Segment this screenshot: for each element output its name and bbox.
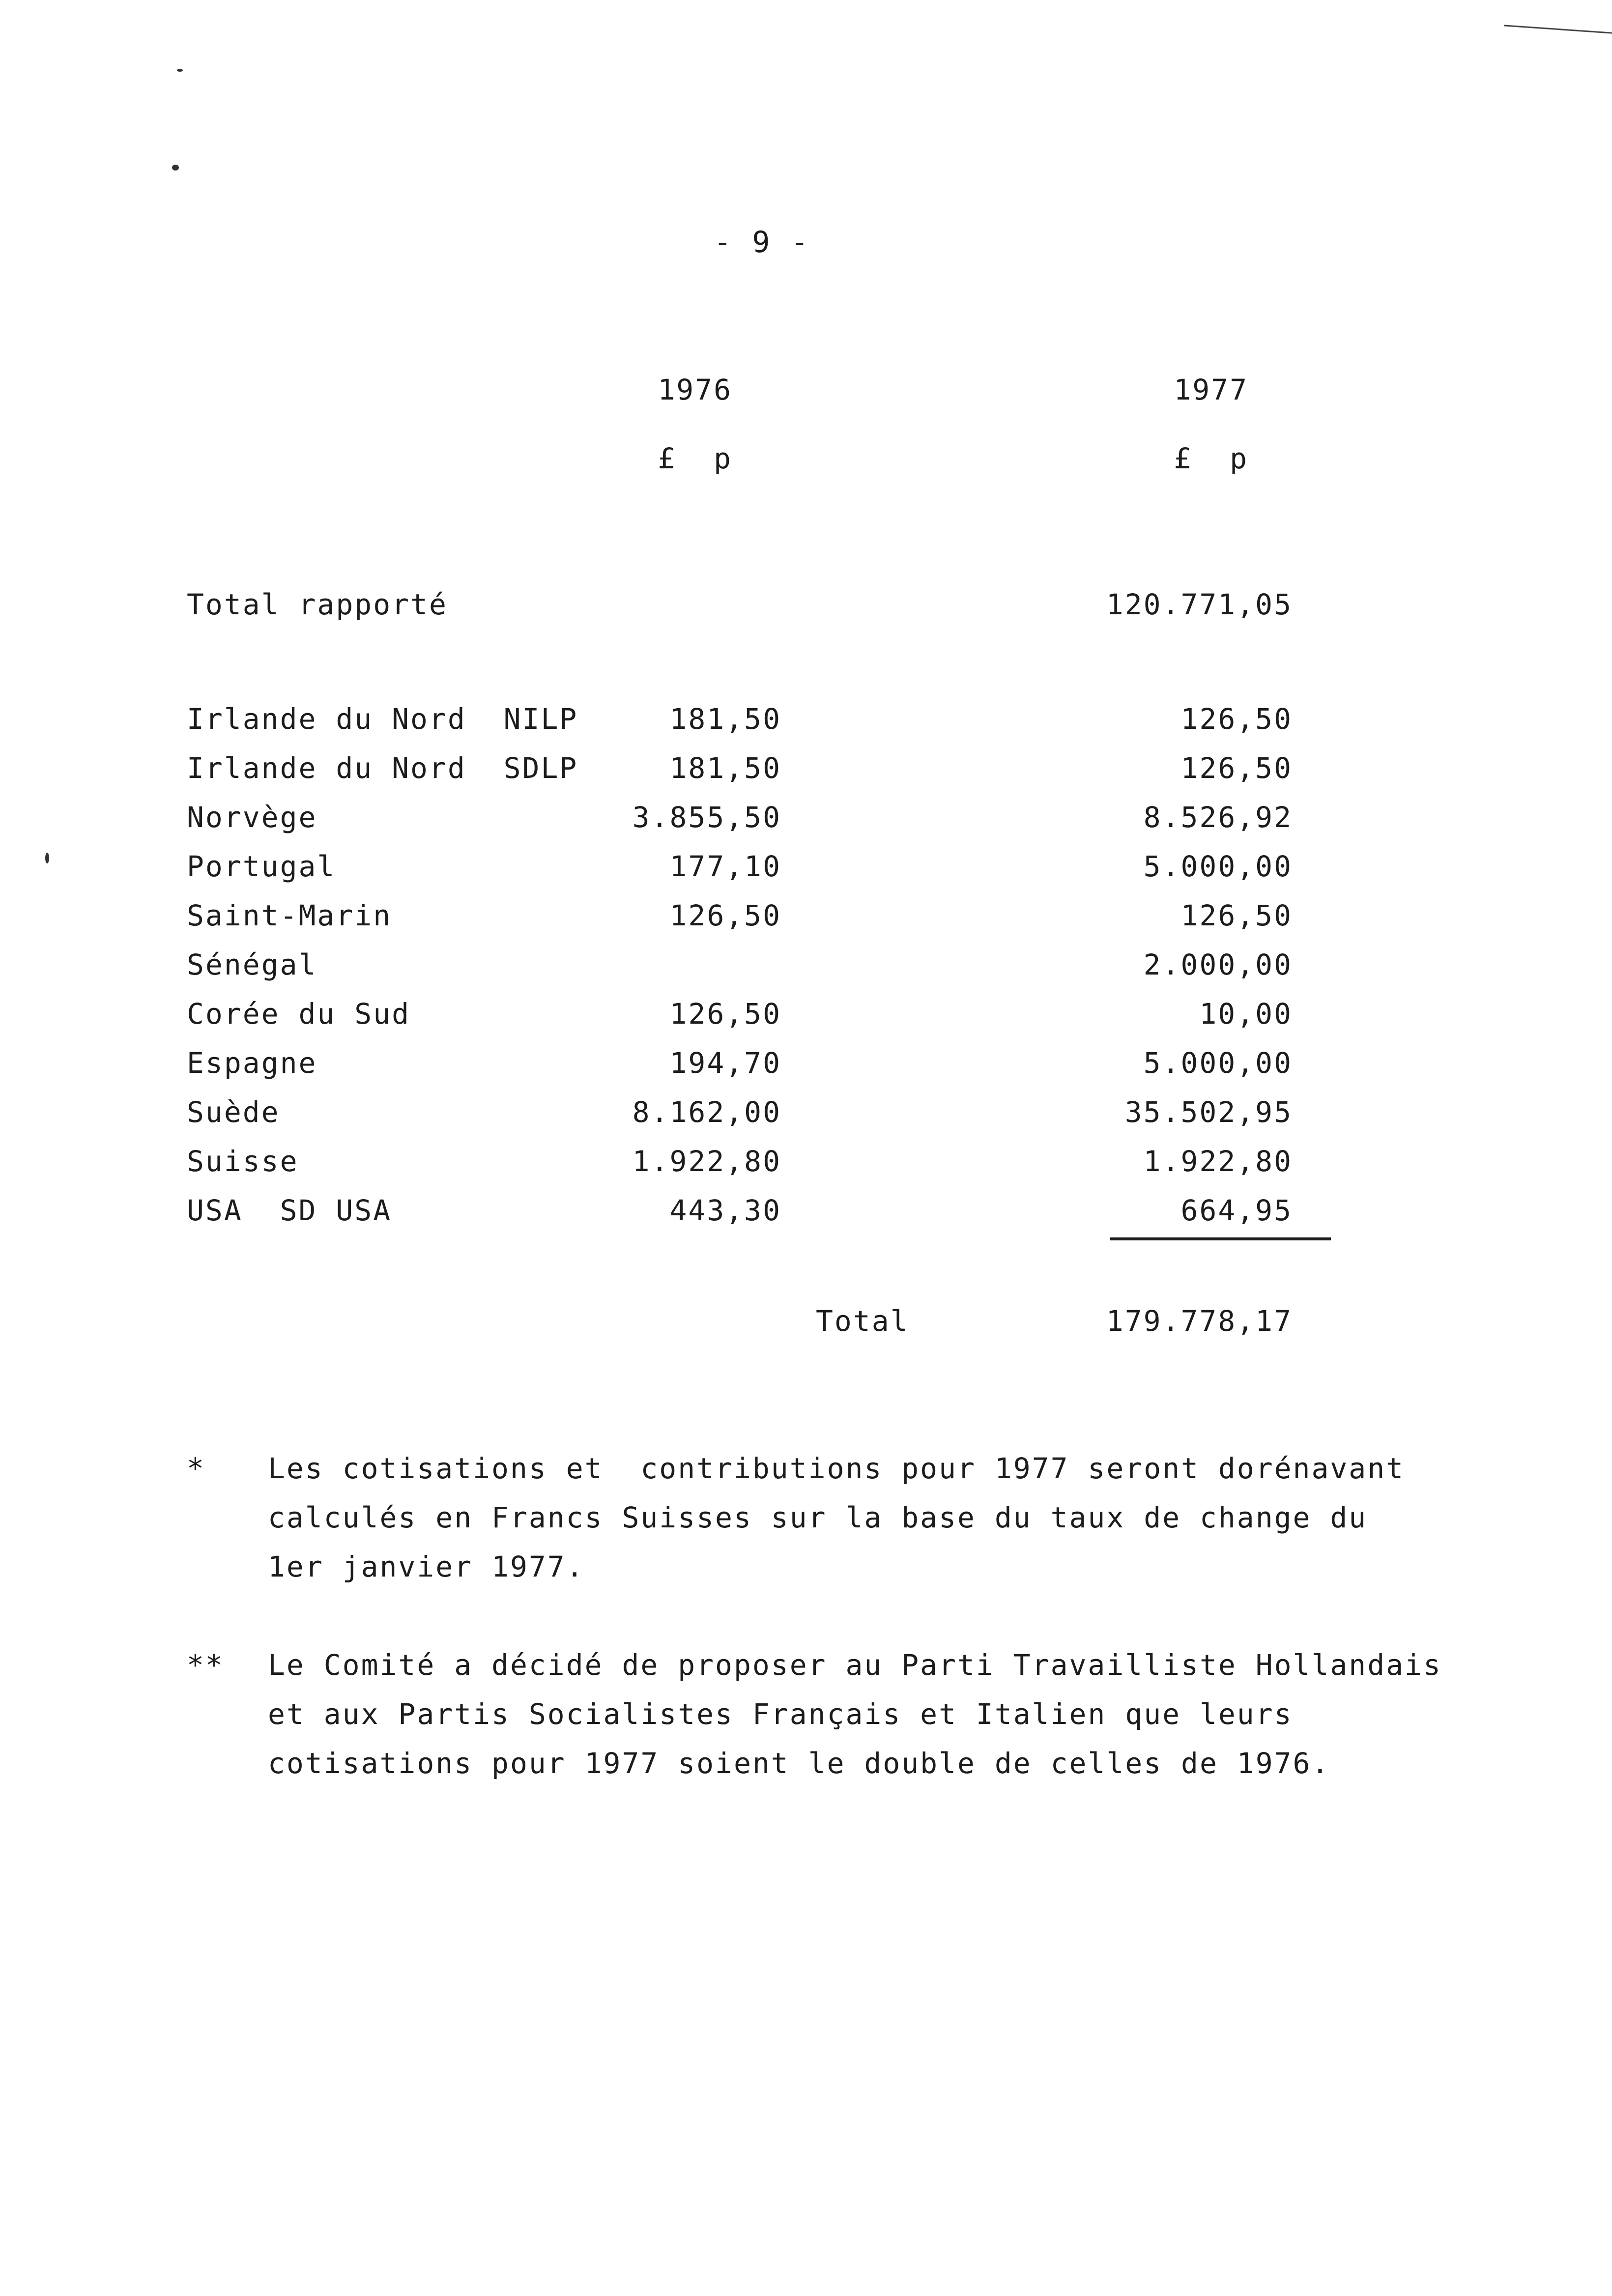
total-label: Total — [816, 1304, 909, 1338]
table-row-1977: 2.000,00 — [1143, 948, 1293, 981]
footnote-line: et aux Partis Socialistes Français et Italien que leurs — [268, 1697, 1293, 1731]
table-row-1976: 1.922,80 — [632, 1145, 781, 1178]
carried-forward-label: Total rapporté — [187, 588, 448, 621]
scan-mark — [1504, 25, 1612, 33]
table-row-1976: 177,10 — [669, 850, 781, 883]
table-row-1976: 126,50 — [669, 997, 781, 1031]
unit-1976-header: £ p — [658, 442, 732, 475]
table-row-1977: 35.502,95 — [1124, 1095, 1293, 1129]
footnote-mark: ** — [187, 1648, 224, 1682]
table-row-1976: 8.162,00 — [632, 1095, 781, 1129]
table-row-1976: 443,30 — [669, 1194, 781, 1227]
table-row-label: Norvège — [187, 801, 317, 834]
unit-1977-header: £ p — [1174, 442, 1248, 475]
page-number: - 9 - — [714, 225, 810, 259]
table-row-label: Irlande du Nord SDLP — [187, 751, 578, 785]
footnote-line: cotisations pour 1977 soient le double de celles de 1976. — [268, 1747, 1330, 1780]
footnote-mark: * — [187, 1452, 205, 1485]
table-row-1976: 3.855,50 — [632, 801, 781, 834]
table-row-1977: 126,50 — [1180, 899, 1293, 932]
table-row-1976: 126,50 — [669, 899, 781, 932]
scan-speck — [45, 853, 49, 863]
sum-rule — [1110, 1237, 1331, 1240]
table-row-label: Corée du Sud — [187, 997, 411, 1031]
table-row-label: Irlande du Nord NILP — [187, 702, 578, 736]
table-row-1976: 181,50 — [669, 702, 781, 736]
table-row-1977: 8.526,92 — [1143, 801, 1293, 834]
table-row-1977: 126,50 — [1180, 751, 1293, 785]
table-row-label: Saint-Marin — [187, 899, 392, 932]
carried-forward-value: 120.771,05 — [1106, 588, 1293, 621]
footnote-line: Les cotisations et contributions pour 1977 seront dorénavant — [268, 1452, 1405, 1485]
footnote-line: calculés en Francs Suisses sur la base du taux de change du — [268, 1501, 1368, 1534]
year-1976-header: 1976 — [658, 373, 732, 406]
table-row-1977: 664,95 — [1180, 1194, 1293, 1227]
footnote-line: Le Comité a décidé de proposer au Parti Travailliste Hollandais — [268, 1648, 1442, 1682]
table-row-label: USA SD USA — [187, 1194, 392, 1227]
year-1977-header: 1977 — [1174, 373, 1248, 406]
table-row-label: Portugal — [187, 850, 336, 883]
footnote-line: 1er janvier 1977. — [268, 1550, 585, 1583]
table-row-1977: 10,00 — [1199, 997, 1293, 1031]
table-row-label: Sénégal — [187, 948, 317, 981]
table-row-label: Suède — [187, 1095, 280, 1129]
table-row-1976: 194,70 — [669, 1046, 781, 1080]
total-value: 179.778,17 — [1106, 1304, 1293, 1338]
table-row-label: Suisse — [187, 1145, 299, 1178]
table-row-1977: 1.922,80 — [1143, 1145, 1293, 1178]
table-row-label: Espagne — [187, 1046, 317, 1080]
scan-speck — [177, 69, 183, 72]
table-row-1976: 181,50 — [669, 751, 781, 785]
table-row-1977: 126,50 — [1180, 702, 1293, 736]
table-row-1977: 5.000,00 — [1143, 1046, 1293, 1080]
scan-speck — [172, 165, 179, 171]
table-row-1977: 5.000,00 — [1143, 850, 1293, 883]
